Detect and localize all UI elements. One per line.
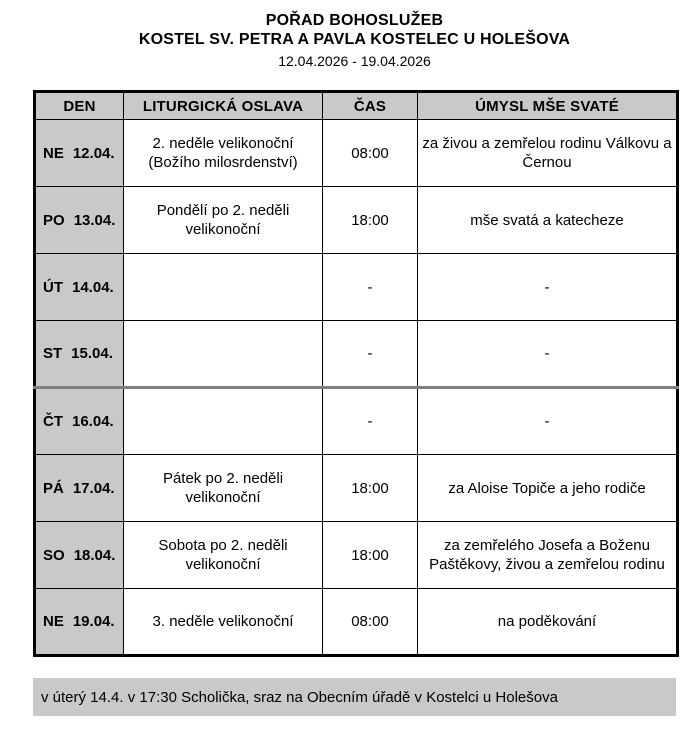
table-row bbox=[35, 589, 678, 656]
celebration-cell: Sobota po 2. neděli velikonoční bbox=[124, 522, 323, 589]
day-date: 17.04. bbox=[72, 479, 115, 497]
intention-cell: na poděkování bbox=[418, 589, 678, 656]
column-header-time: ČAS bbox=[323, 92, 418, 120]
day-date: 15.04. bbox=[71, 345, 113, 362]
day-abbrev: ST bbox=[43, 345, 63, 362]
time-cell: - bbox=[323, 254, 418, 321]
page-title: POŘAD BOHOSLUŽEB bbox=[265, 12, 444, 29]
week-date-range: 12.04.2026 - 19.04.2026 bbox=[278, 53, 431, 69]
column-header-day: DEN bbox=[35, 92, 124, 120]
intention-cell: za Aloise Topiče a jeho rodiče bbox=[418, 455, 678, 522]
celebration-cell bbox=[124, 321, 323, 388]
day-cell bbox=[35, 388, 124, 455]
announcement-bar bbox=[33, 678, 676, 716]
column-header-celebration: LITURGICKÁ OSLAVA bbox=[124, 92, 323, 120]
day-abbrev: NE bbox=[43, 144, 64, 162]
day-abbrev: NE bbox=[43, 613, 64, 630]
intention-cell: za zemřelého Josefa a Boženu Paštěkovy, živou a zemřelou rodinu bbox=[418, 522, 678, 589]
day-date: 14.04. bbox=[72, 278, 114, 296]
table-row bbox=[35, 522, 678, 589]
intention-cell: mše svatá a katecheze bbox=[418, 187, 678, 254]
time-cell: 18:00 bbox=[323, 522, 418, 589]
title-block bbox=[33, 0, 676, 71]
celebration-cell: Pondělí po 2. neděli velikonoční bbox=[124, 187, 323, 254]
time-cell: 18:00 bbox=[323, 455, 418, 522]
time-cell: 08:00 bbox=[323, 120, 418, 187]
table-row bbox=[35, 120, 678, 187]
table-row bbox=[35, 321, 678, 388]
day-cell bbox=[35, 187, 124, 254]
table-row bbox=[35, 254, 678, 321]
celebration-cell: Pátek po 2. neděli velikonoční bbox=[124, 455, 323, 522]
intention-cell: za živou a zemřelou rodinu Válkovu a Černou bbox=[418, 120, 678, 187]
day-date: 16.04. bbox=[72, 413, 114, 430]
day-abbrev: PÁ bbox=[43, 479, 64, 497]
day-abbrev: PO bbox=[43, 211, 65, 229]
table-row bbox=[35, 455, 678, 522]
day-cell bbox=[35, 321, 124, 388]
day-abbrev: ČT bbox=[43, 413, 63, 430]
time-cell: - bbox=[323, 388, 418, 455]
day-date: 13.04. bbox=[73, 211, 116, 229]
time-cell: 18:00 bbox=[323, 187, 418, 254]
celebration-cell: 2. neděle velikonoční (Božího milosrdenství) bbox=[124, 120, 323, 187]
day-cell bbox=[35, 254, 124, 321]
day-cell bbox=[35, 455, 124, 522]
table-header-row bbox=[35, 92, 678, 120]
day-date: 19.04. bbox=[72, 613, 115, 630]
column-header-intention: ÚMYSL MŠE SVATÉ bbox=[418, 92, 678, 120]
day-cell bbox=[35, 522, 124, 589]
celebration-cell bbox=[124, 388, 323, 455]
time-cell: - bbox=[323, 321, 418, 388]
announcement-text: v úterý 14.4. v 17:30 Scholička, sraz na Obecním úřadě v Kostelci u Holešova bbox=[41, 688, 558, 706]
table-row bbox=[35, 187, 678, 254]
day-cell bbox=[35, 589, 124, 656]
day-abbrev: SO bbox=[43, 546, 65, 564]
day-cell bbox=[35, 120, 124, 187]
services-table bbox=[33, 90, 679, 657]
day-date: 12.04. bbox=[72, 144, 115, 162]
time-cell: 08:00 bbox=[323, 589, 418, 656]
table-row bbox=[35, 388, 678, 455]
church-name: KOSTEL SV. PETRA A PAVLA KOSTELEC U HOLEŠOVA bbox=[138, 31, 571, 48]
celebration-cell bbox=[124, 254, 323, 321]
day-abbrev: ÚT bbox=[43, 278, 63, 296]
intention-cell: - bbox=[418, 388, 678, 455]
intention-cell: - bbox=[418, 254, 678, 321]
day-date: 18.04. bbox=[73, 546, 116, 564]
intention-cell: - bbox=[418, 321, 678, 388]
celebration-cell: 3. neděle velikonoční bbox=[124, 589, 323, 656]
